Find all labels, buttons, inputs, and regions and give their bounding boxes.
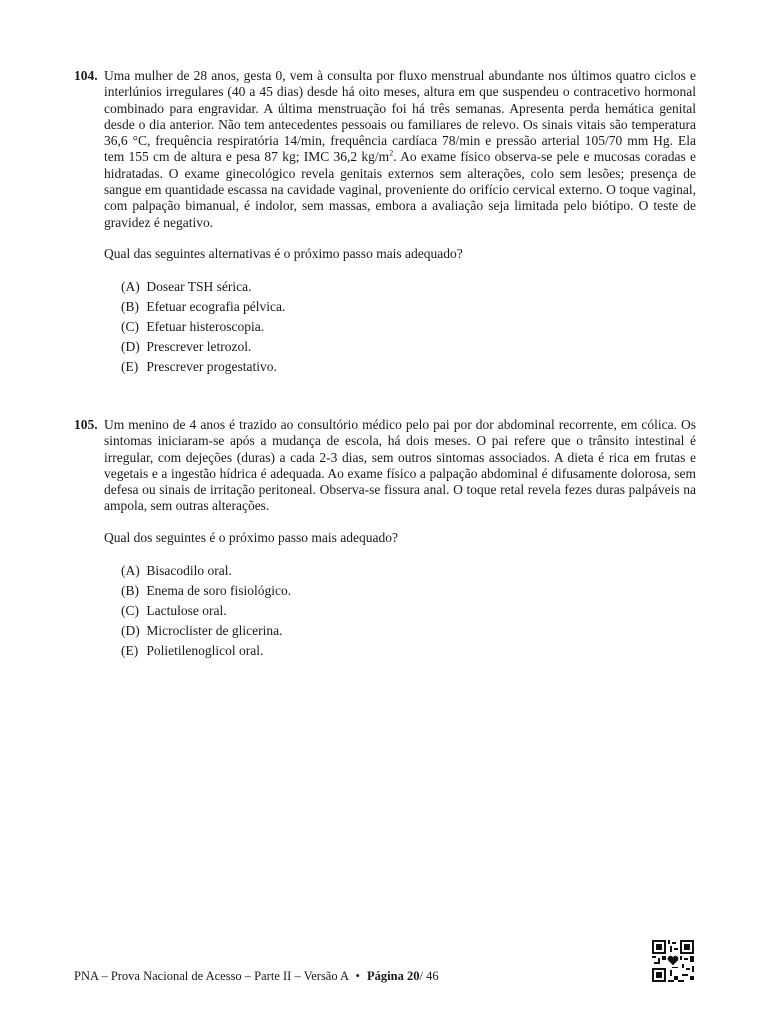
qr-code-icon — [650, 938, 696, 984]
option-d[interactable]: (D) Prescrever letrozol. — [121, 339, 252, 355]
question-number: 105. — [74, 417, 98, 432]
option-c[interactable]: (C) Efetuar histeroscopia. — [121, 319, 265, 335]
question-105 — [74, 417, 696, 661]
question-prompt: Qual das seguintes alternativas é o próximo passo mais adequado? — [104, 245, 463, 261]
question-number: 104. — [74, 68, 98, 83]
answer-options — [121, 277, 696, 377]
page-number: Página 20 — [367, 969, 420, 983]
question-104 — [74, 68, 696, 377]
exam-title: PNA – Prova Nacional de Acesso – Parte II – Versão A — [74, 969, 349, 983]
page-footer — [74, 969, 439, 984]
option-a[interactable]: (A) Dosear TSH sérica. — [121, 279, 252, 295]
option-d[interactable]: (D) Microclister de glicerina. — [121, 623, 283, 639]
option-e[interactable]: (E) Prescrever progestativo. — [121, 359, 277, 375]
question-stem: Uma mulher de 28 anos, gesta 0, vem à consulta por fluxo menstrual abundante nos últimos quatro ciclos e interlúnios irregulares (40 a 45 dias) desde há oito meses, altura em que suspendeu o contracetivo hormonal combinado para engravidar. A última menstruação foi há três semanas. Apresenta perda hemática genital desde o dia anterior. Não tem antecedentes pessoais ou familiares de relevo. Os sinais vitais são temperatura 36,6 °C, frequência respiratória 14/min, frequência cardíaca 78/min e pressão arterial 105/70 mm Hg. Ela tem 155 cm de altura e pesa 87 kg; IMC 36,2 $kg/m^2$. Ao exame físico observa-se pele e mucosas coradas e hidratadas. O exame ginecológico revela genitais externos sem alterações, colo sem lesões; presença de sangue em quantidade escassa na cavidade vaginal, proveniente do orifício cervical externo. O toque vaginal, com palpação bimanual, é indolor, sem massas, embora a avaliação seja limitada pelo biótipo. O teste de gravidez é negativo. — [104, 68, 696, 230]
answer-options — [121, 561, 696, 661]
option-e[interactable]: (E) Polietilenoglicol oral. — [121, 643, 264, 659]
option-a[interactable]: (A) Bisacodilo oral. — [121, 563, 232, 579]
question-prompt: Qual dos seguintes é o próximo passo mais adequado? — [104, 529, 398, 545]
option-b[interactable]: (B) Enema de soro fisiológico. — [121, 583, 292, 599]
question-stem: Um menino de 4 anos é trazido ao consultório médico pelo pai por dor abdominal recorrente, em cólica. Os sintomas iniciaram-se após a mudança de escola, há dois meses. O pai refere que o trânsito intestinal é irregular, com dejeções (duras) a cada 2-3 dias, sem outros sintomas associados. A dieta é rica em frutas e vegetais e a ingestão hídrica é adequada. Ao exame físico a palpação abdominal é difusamente dolorosa, sem defesa ou sinais de irritação peritoneal. Observa-se fissura anal. O toque retal revela fezes duras palpáveis na ampola, sem outras alterações. — [104, 417, 696, 514]
option-b[interactable]: (B) Efetuar ecografia pélvica. — [121, 299, 286, 315]
page-total: / 46 — [419, 969, 439, 983]
separator-bullet: • — [355, 969, 360, 983]
option-c[interactable]: (C) Lactulose oral. — [121, 603, 227, 619]
